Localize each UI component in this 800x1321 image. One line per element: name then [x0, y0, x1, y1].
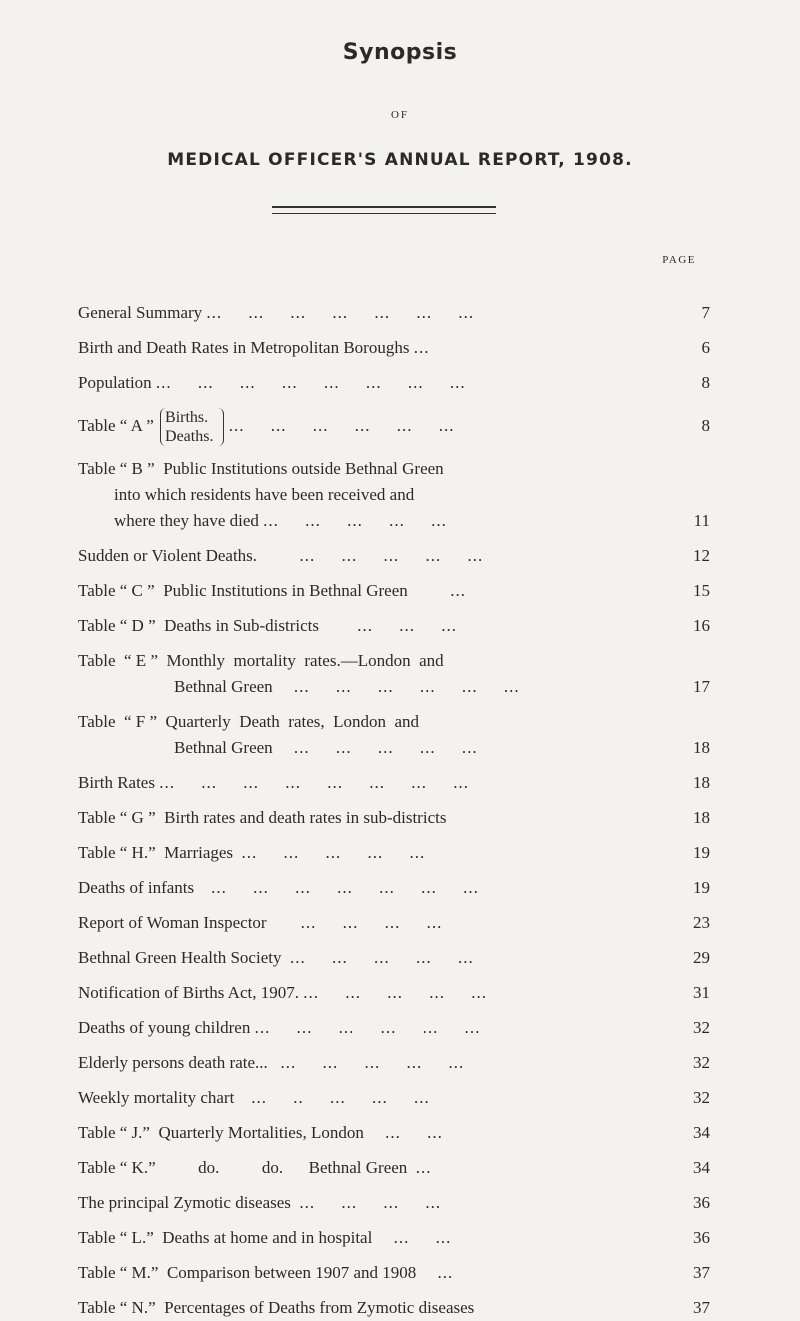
toc-leader-dots: ... ... ... ... ...: [303, 983, 487, 1002]
toc-page-number: 36: [693, 1228, 710, 1247]
toc-leader-dots: ... ... ... ... ...: [293, 738, 478, 757]
toc-leader-dots: ... ... ...: [357, 616, 458, 635]
toc-page-number: 11: [693, 511, 710, 530]
toc-leader-dots: ... ... ... ... ... ...: [293, 677, 520, 696]
toc-entry-continuation: into which residents have been received and: [114, 485, 415, 504]
toc-entry: [78, 456, 710, 534]
toc-entry-title: Table “ C ” Public Institutions in Bethnal Green: [78, 581, 408, 600]
toc-page-number: 34: [693, 1158, 710, 1177]
toc-leader-dots: ... ... ... ... ...: [289, 948, 474, 967]
toc-page-number: 18: [693, 808, 710, 827]
toc-leader-dots: ... ... ... ... ... ...: [254, 1018, 481, 1037]
toc-subentry: Births.: [165, 409, 209, 427]
toc-leader-dots: ...: [437, 1263, 454, 1282]
toc-entry-continuation: Bethnal Green: [174, 677, 273, 696]
toc-entry-title: Birth Rates: [78, 773, 155, 792]
toc-page-number: 29: [693, 948, 710, 967]
toc-entry-title: Table “ K.” do. do. Bethnal Green: [78, 1158, 408, 1177]
toc-leader-dots: ... ... ... ... ...: [241, 843, 426, 862]
toc-leader-dots: ... ...: [385, 1123, 443, 1142]
toc-leader-dots: ... ... ... ...: [300, 913, 443, 932]
toc-entry-title: Table “ D ” Deaths in Sub-districts: [78, 616, 320, 635]
toc-page-number: 19: [693, 878, 710, 897]
toc-leader-dots: ...: [450, 581, 467, 600]
brace-group: [160, 408, 224, 446]
toc-entry-title: Bethnal Green Health Society: [78, 948, 282, 967]
page-column-header: PAGE: [662, 254, 696, 266]
toc-entry-title: Notification of Births Act, 1907.: [78, 983, 299, 1002]
toc-entry-title: Table “ F ” Quarterly Death rates, London and: [78, 712, 420, 731]
report-subtitle: MEDICAL OFFICER'S ANNUAL REPORT, 1908.: [167, 150, 633, 170]
toc-entry-title: Weekly mortality chart: [78, 1088, 235, 1107]
toc-entry: [78, 1085, 710, 1111]
toc-entry: [78, 335, 710, 361]
toc-entry-title: Table “ A ”: [78, 416, 154, 435]
toc-entry-title: Deaths of infants: [78, 878, 195, 897]
toc-leader-dots: ... ... ... ... ... ... ... ...: [155, 373, 466, 392]
toc-page-number: 15: [693, 581, 710, 600]
toc-page-number: 32: [693, 1053, 710, 1072]
toc-page-number: 7: [701, 303, 710, 322]
toc-entry-title: Table “ E ” Monthly mortality rates.—London and: [78, 651, 444, 670]
toc-entry: [78, 1155, 710, 1181]
toc-entry-title: Table “ N.” Percentages of Deaths from Zymotic diseases: [78, 1298, 475, 1317]
toc-entry-title: Report of Woman Inspector: [78, 913, 267, 932]
page-title: Synopsis: [342, 40, 458, 65]
toc-entry-title: Table “ H.” Marriages: [78, 843, 234, 862]
toc-entry: [78, 805, 710, 831]
toc-leader-dots: ... ... ... ...: [299, 1193, 442, 1212]
toc-entry-title: Elderly persons death rate...: [78, 1053, 268, 1072]
toc-page-number: 23: [693, 913, 710, 932]
toc-leader-dots: ... ... ... ... ... ... ...: [206, 303, 475, 322]
table-of-contents: [78, 300, 710, 1317]
toc-entry: [78, 578, 710, 604]
toc-page-number: 6: [701, 338, 710, 357]
toc-entry: [78, 945, 710, 971]
toc-entry: [78, 370, 710, 396]
toc-entry-title: Table “ G ” Birth rates and death rates in sub-districts: [78, 808, 447, 827]
toc-entry-continuation: Bethnal Green: [174, 738, 273, 757]
toc-entry: [78, 1190, 710, 1216]
toc-leader-dots: ... ... ... ... ...: [280, 1053, 465, 1072]
toc-entry: [78, 543, 710, 569]
toc-page-number: 12: [693, 546, 710, 565]
title-connector: OF: [390, 109, 410, 121]
toc-entry: [78, 1050, 710, 1076]
toc-leader-dots: ...: [413, 338, 430, 357]
toc-page-number: 36: [693, 1193, 710, 1212]
toc-entry: [78, 1120, 710, 1146]
toc-entry-title: Sudden or Violent Deaths.: [78, 546, 258, 565]
toc-entry: [78, 300, 710, 326]
toc-entry: [78, 709, 710, 761]
toc-page-number: 18: [693, 738, 710, 757]
toc-page-number: 8: [701, 416, 710, 435]
toc-leader-dots: ... ...: [393, 1228, 452, 1247]
toc-entry: [78, 910, 710, 936]
toc-leader-dots: ... ... ... ... ...: [299, 546, 484, 565]
toc-entry-title: Table “ M.” Comparison between 1907 and 1908: [78, 1263, 417, 1282]
toc-page-number: 32: [693, 1018, 710, 1037]
toc-entry: [78, 1225, 710, 1251]
toc-leader-dots: ...: [415, 1158, 432, 1177]
toc-entry: [78, 1295, 710, 1321]
toc-page-number: 18: [693, 773, 710, 792]
title-divider: [272, 206, 496, 214]
toc-entry-title: The principal Zymotic diseases: [78, 1193, 291, 1212]
toc-leader-dots: ... ... ... ... ... ...: [228, 416, 455, 435]
toc-leader-dots: ... .. ... ... ...: [251, 1088, 430, 1107]
toc-page-number: 8: [701, 373, 710, 392]
toc-page-number: 34: [693, 1123, 710, 1142]
toc-page-number: 19: [693, 843, 710, 862]
toc-entry: [78, 405, 710, 447]
toc-entry: [78, 1015, 710, 1041]
toc-entry-title: Table “ B ” Public Institutions outside Bethnal Green: [78, 459, 444, 478]
toc-page-number: 37: [693, 1263, 710, 1282]
toc-entry-title: Table “ L.” Deaths at home and in hospital: [78, 1228, 373, 1247]
toc-page-number: 16: [693, 616, 710, 635]
toc-entry: [78, 980, 710, 1006]
toc-entry-title: Birth and Death Rates in Metropolitan Boroughs: [78, 338, 410, 357]
toc-entry: [78, 648, 710, 700]
toc-page-number: 17: [693, 677, 710, 696]
toc-subentry: Deaths.: [165, 428, 214, 446]
toc-entry-title: Table “ J.” Quarterly Mortalities, London: [78, 1123, 364, 1142]
toc-leader-dots: ... ... ... ... ... ... ...: [211, 878, 479, 897]
toc-entry: [78, 875, 710, 901]
toc-entry: [78, 770, 710, 796]
toc-entry-title: Population: [78, 373, 152, 392]
toc-entry-continuation: where they have died: [114, 511, 259, 530]
toc-leader-dots: ... ... ... ... ...: [263, 511, 447, 530]
toc-page-number: 37: [693, 1298, 710, 1317]
toc-page-number: 32: [693, 1088, 710, 1107]
toc-entry: [78, 1260, 710, 1286]
toc-entry: [78, 840, 710, 866]
toc-entry-title: Deaths of young children: [78, 1018, 251, 1037]
toc-entry-title: General Summary: [78, 303, 203, 322]
toc-leader-dots: ... ... ... ... ... ... ... ...: [159, 773, 469, 792]
toc-entry: [78, 613, 710, 639]
toc-page-number: 31: [693, 983, 710, 1002]
